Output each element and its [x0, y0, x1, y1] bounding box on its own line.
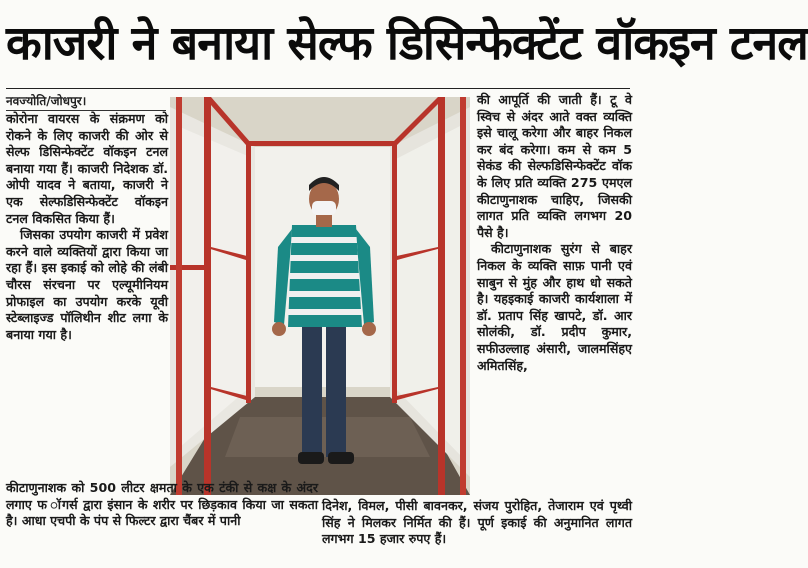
striped-shirt	[288, 225, 362, 327]
article-left-column	[6, 111, 168, 343]
tunnel-illustration	[170, 97, 470, 495]
article-right-column	[477, 92, 632, 374]
dateline: नवज्योति/जोधपुर।	[6, 92, 166, 111]
headline: काजरी ने बनाया सेल्फ डिसिन्फेक्टेंट वॉकइन टनल	[6, 16, 808, 71]
tunnel-photo	[170, 97, 470, 495]
article-bottom-right: दिनेश, विमल, पीसी बावनकर, संजय पुरोहित, तेजाराम एवं पृथ्वी सिंह ने मिलकर निर्मित की हैं। पूर्ण इकाई की अनुमानित लागत लगभग 15 हजार रुपए हैं।	[322, 498, 632, 547]
headline-rule	[6, 88, 630, 89]
right-paragraph-1: की आपूर्ति की जाती हैं। टू वे स्विच से अंदर आते वक्त व्यक्ति इसे चालू करेगा और बाहर निकल कर बंद करेगा। कम से कम 5 सेकंड की सेल्फडिसिन्फेक्टेंट वॉक के लिए प्रति व्यक्ति 275 एमएल कीटाणुनाशक चाहिए, जिसकी लागत प्रति व्यक्ति लगभग 20 पैसे है।	[477, 92, 632, 240]
left-paragraph-2: जिसका उपयोग काजरी में प्रवेश करने वाले व्यक्तियों द्वारा किया जा रहा हैं। इस इकाई को लोहे की लंबी चौरस संरचना पर एल्यूमीनियम प्रोफाइल का उपयोग करके यूवी स्टेब्लाइज्ड पॉलिथीन शीट लगा के बनाया गया है।	[6, 227, 168, 342]
article-bottom-left: कीटाणुनाशक को 500 लीटर क्षमता के एक टंकी से कक्ष के अंदर लगाए फ ॉगर्स द्वारा इंसान के शरीर पर छिड़काव किया जा सकता है। आधा एचपी के पंप से फिल्टर द्वारा चैंबर में पानी	[6, 480, 318, 529]
right-paragraph-2: कीटाणुनाशक सुरंग से बाहर निकल के व्यक्ति साफ़ पानी एवं साबुन से मुंह और हाथ धो सकते है। यहइकाई काजरी कार्यशाला में डॉ. प्रताप सिंह खापटे, डॉ. आर सोलंकी, डॉ. प्रदीप कुमार, सफीउल्लाह अंसारी, जालमसिंहए अमितसिंह,	[477, 241, 632, 373]
face-mask	[312, 201, 336, 215]
left-paragraph-1: कोरोना वायरस के संक्रमण को रोकने के लिए काजरी की ओर से सेल्फ डिसिन्फेक्टेंट वॉकइन टनल बनाया गया हैं। काजरी निदेशक डॉ. ओपी यादव ने बताया, काजरी ने एक सेल्फडिसिन्फेक्टेंट वॉकइन टनल विकसित किया हैं।	[6, 111, 168, 226]
